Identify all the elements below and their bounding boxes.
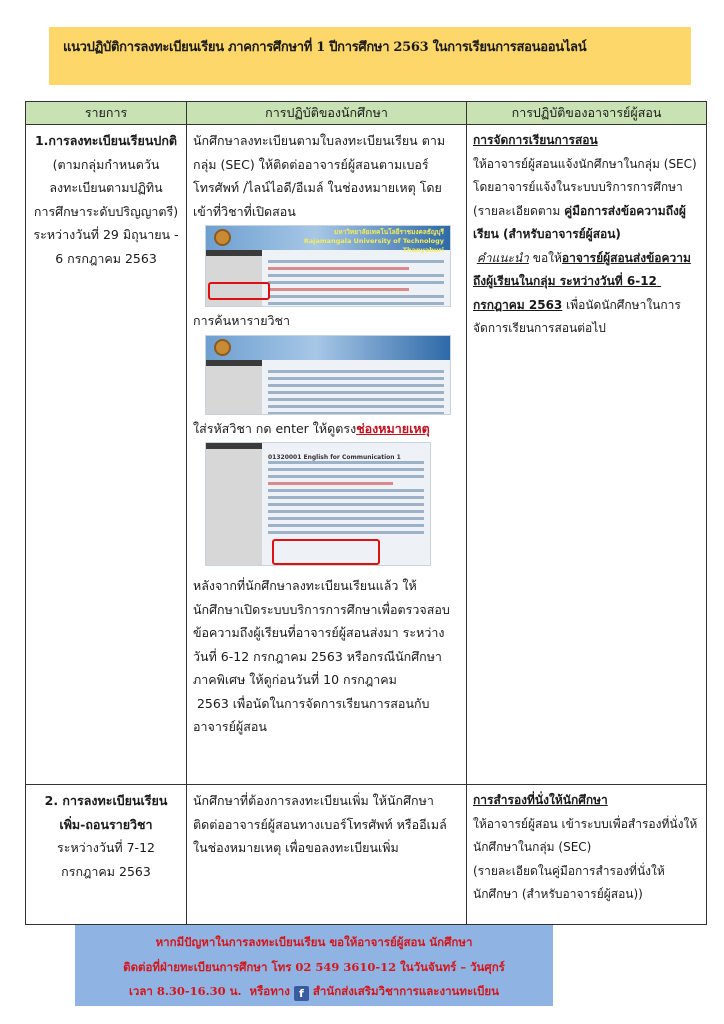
row2-student-cell bbox=[187, 785, 467, 925]
row1-item-title: 1.การลงทะเบียนเรียนปกติ bbox=[34, 133, 178, 148]
table-header-row bbox=[26, 102, 707, 125]
title-banner bbox=[49, 27, 691, 85]
facebook-icon[interactable]: f bbox=[294, 986, 309, 1001]
course-detail-title: 01320001 English for Communication 1 bbox=[268, 454, 401, 461]
remark-column-highlight: ช่องหมายเหตุ bbox=[356, 420, 430, 436]
registration-guideline-table bbox=[25, 101, 707, 925]
row1-item-line: 6 กรกฎาคม 2563 bbox=[55, 250, 157, 266]
page-title: แนวปฏิบัติการลงทะเบียนเรียน ภาคการศึกษาที่ 1 ปีการศึกษา 2563 ในการเรียนการสอนออนไลน์ bbox=[63, 40, 587, 55]
university-seal-icon bbox=[214, 339, 231, 356]
footer-line-1: หากมีปัญหาในการลงทะเบียนเรียน ขอให้อาจารย์ผู้สอน นักศึกษา bbox=[155, 935, 473, 949]
row2-teacher-detail: (รายละเอียดในคู่มือการสำรองที่นั่งให้นักศึกษา (สำหรับอาจารย์ผู้สอน)) bbox=[473, 863, 665, 901]
row2-item-title: 2. การลงทะเบียนเรียน bbox=[44, 793, 168, 808]
advice-bold: อาจารย์ผู้สอนส่งข้อความถึงผู้เรียนในกลุ่ม ระหว่างวันที่ 6-12 กรกฎาคม 2563 bbox=[473, 250, 691, 312]
table-row bbox=[26, 785, 707, 925]
row1-teacher-heading: การจัดการเรียนการสอน bbox=[473, 133, 598, 147]
row2-teacher-text: ให้อาจารย์ผู้สอน เข้าระบบเพื่อสำรองที่นั่งให้นักศึกษาในกลุ่ม (SEC) bbox=[473, 816, 698, 854]
row1-teacher-p1 bbox=[473, 153, 700, 247]
table-row bbox=[26, 125, 707, 785]
row1-teacher-cell bbox=[467, 125, 707, 785]
row1-item-line: การศึกษาระดับปริญญาตรี) bbox=[33, 203, 179, 219]
footer-hours: เวลา 8.30-16.30 น. หรือทาง bbox=[128, 984, 294, 998]
advice-end: เพื่อนัดนักศึกษาในการจัดการเรียนการสอนต่อไป bbox=[473, 297, 681, 335]
message-manual-link: คู่มือการส่งข้อความถึงผู้เรียน (สำหรับอาจารย์ผู้สอน) bbox=[473, 203, 686, 241]
row1-student-after2: 2563 เพื่อนัดในการจัดการเรียนการสอนกับอาจารย์ผู้สอน bbox=[193, 695, 430, 734]
highlight-box bbox=[272, 539, 380, 565]
registration-website-screenshot bbox=[205, 225, 451, 307]
enter-instruction-text: ใส่รหัสวิชา กด enter ให้ดูตรง bbox=[193, 420, 357, 436]
row2-teacher-heading: การสำรองที่นั่งให้นักศึกษา bbox=[473, 793, 608, 807]
footer-line-2: ติดต่อที่ฝ่ายทะเบียนการศึกษา โทร 02 549 3610-12 ในวันจันทร์ – วันศุกร์ bbox=[123, 959, 505, 974]
search-course-label: การค้นหารายวิชา bbox=[193, 313, 291, 328]
row1-item-cell bbox=[26, 125, 187, 785]
university-seal-icon bbox=[214, 229, 231, 246]
row1-student-after: หลังจากที่นักศึกษาลงทะเบียนเรียนแล้ว ให้นักศึกษาเปิดระบบบริการการศึกษาเพื่อตรวจสอบข้อความถึงผู้เรียนที่อาจารย์ผู้สอนส่งมา ระหว่างวันที่ 6-12 กรกฎาคม 2563 หรือกรณีนักศึกษาภาคพิเศษ ให้ดูก่อนวันที่ 10 กรกฎาคม bbox=[193, 578, 450, 687]
row2-item-title: เพิ่ม-ถอนรายวิชา bbox=[59, 816, 153, 832]
header-student: การปฏิบัติของนักศึกษา bbox=[187, 102, 467, 125]
course-search-screenshot bbox=[205, 335, 451, 415]
course-detail-screenshot bbox=[205, 442, 431, 566]
row1-teacher-advice bbox=[473, 247, 700, 341]
header-teacher: การปฏิบัติของอาจารย์ผู้สอน bbox=[467, 102, 707, 125]
row2-item-line: กรกฎาคม 2563 bbox=[61, 863, 151, 879]
row1-item-line: ลงทะเบียนตามปฏิทิน bbox=[49, 180, 163, 195]
contact-footer bbox=[75, 925, 553, 1006]
university-banner-text: มหาวิทยาลัยเทคโนโลยีราชมงคลธัญบุรี Rajamangala University of Technology Thanyaburi bbox=[303, 228, 444, 254]
row2-item-line: ระหว่างวันที่ 7-12 bbox=[57, 840, 155, 855]
footer-office-name: สำนักส่งเสริมวิชาการและงานทะเบียน bbox=[308, 984, 499, 998]
row2-student-text: นักศึกษาที่ต้องการลงทะเบียนเพิ่ม ให้นักศึกษาติดต่ออาจารย์ผู้สอนทางเบอร์โทรศัพท์ หรืออีเมล์ในช่องหมายเหตุ เพื่อขอลงทะเบียนเพิ่ม bbox=[193, 793, 447, 855]
row1-item-line: ระหว่างวันที่ 29 มิถุนายน - bbox=[33, 227, 179, 242]
enter-instruction bbox=[193, 417, 460, 441]
advice-label: คำแนะนำ bbox=[476, 250, 529, 265]
row1-teacher-p1-text: ให้อาจารย์ผู้สอนแจ้งนักศึกษาในกลุ่ม (SEC) โดยอาจารย์แจ้งในระบบบริการการศึกษา (รายละเอียดตาม bbox=[473, 156, 697, 218]
highlight-box bbox=[208, 282, 270, 300]
footer-line-3 bbox=[75, 979, 553, 1004]
header-item: รายการ bbox=[26, 102, 187, 125]
row1-student-intro: นักศึกษาลงทะเบียนตามใบลงทะเบียนเรียน ตามกลุ่ม (SEC) ให้ติดต่ออาจารย์ผู้สอนตามเบอร์โทรศัพท์ /ไลน์ไอดี/อีเมล์ ในช่องหมายเหตุ โดยเข้าที่วิชาที่เปิดสอน bbox=[193, 133, 446, 219]
row1-item-line: (ตามกลุ่มกำหนดวัน bbox=[52, 156, 160, 172]
row2-teacher-cell bbox=[467, 785, 707, 925]
advice-text: ขอให้ bbox=[528, 250, 562, 265]
row1-student-cell bbox=[187, 125, 467, 785]
row2-item-cell bbox=[26, 785, 187, 925]
